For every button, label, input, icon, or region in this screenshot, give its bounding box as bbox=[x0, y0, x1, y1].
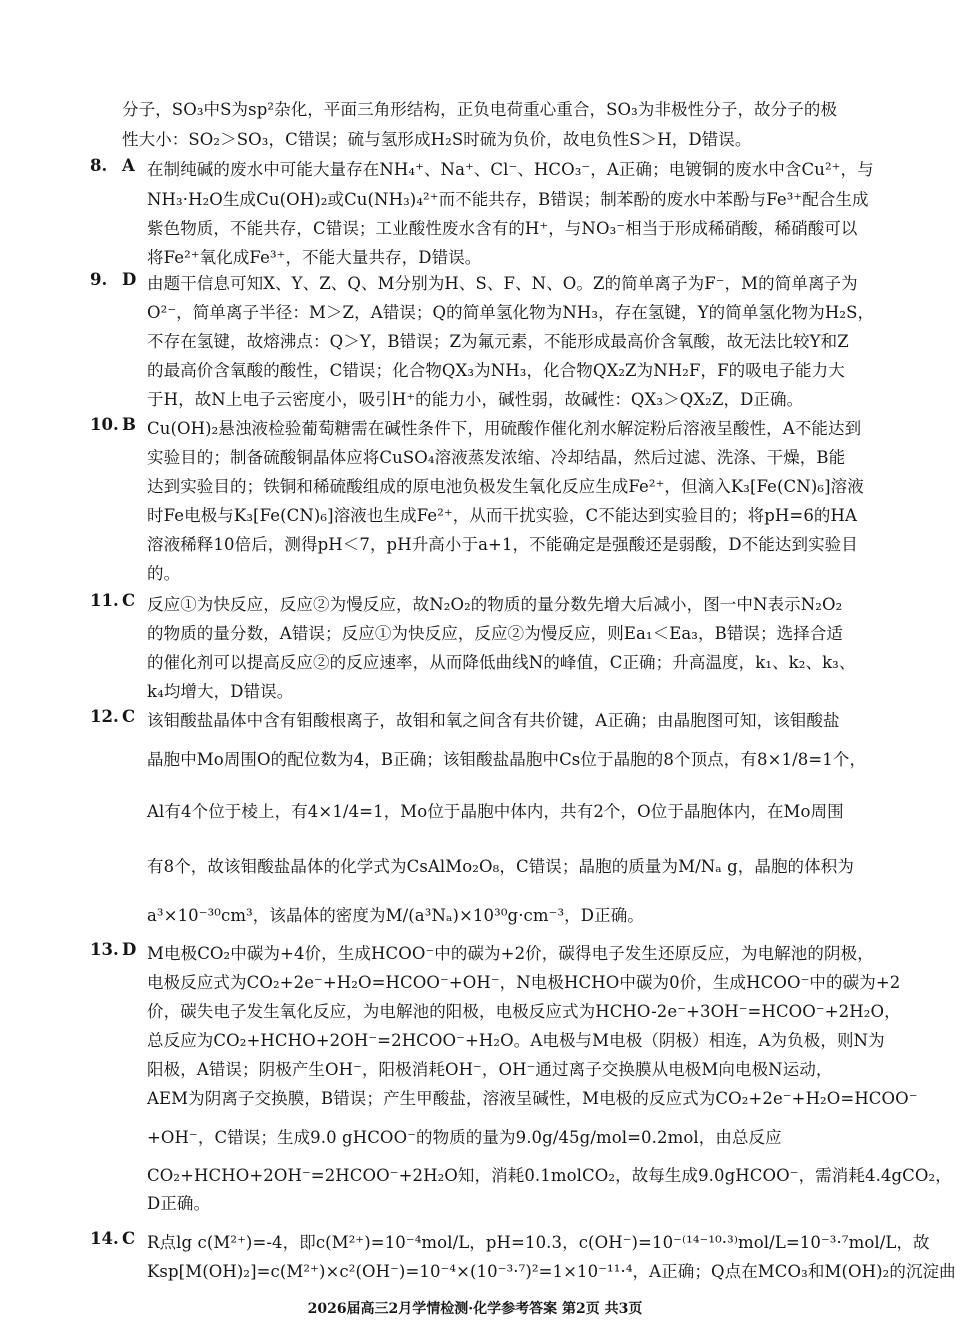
item-line: 实验目的；制备硫酸铜晶体应将CuSO₄溶液蒸发浓缩、冷却结晶，然后过滤、洗涤、干燥，B能 bbox=[147, 448, 846, 467]
item-line: 晶胞中Mo周围O的配位数为4，B正确；该钼酸盐晶胞中Cs位于晶胞的8个顶点，有8×1/8=1个， bbox=[147, 750, 867, 769]
item-line: 在制纯碱的废水中可能大量存在NH₄⁺、Na⁺、Cl⁻、HCO₃⁻，A正确；电镀铜的废水中含Cu²⁺，与 bbox=[147, 160, 874, 179]
item-line: 于H，故N上电子云密度小，吸引H⁺的能力小，碱性弱，故碱性：QX₃＞QX₂Z，D正确。 bbox=[147, 390, 804, 409]
item-number: 14. bbox=[90, 1229, 119, 1248]
item-answer: D bbox=[122, 940, 137, 959]
item-line: k₄均增大，D错误。 bbox=[147, 682, 294, 701]
item-line: Ksp[M(OH)₂]=c(M²⁺)×c²(OH⁻)=10⁻⁴×(10⁻³·⁷)²=1×10⁻¹¹·⁴，A正确；Q点在MCO₃和M(OH)₂的沉淀曲 bbox=[147, 1262, 956, 1281]
item-line: 的催化剂可以提高反应②的反应速率，从而降低曲线N的峰值，C正确；升高温度，k₁、k₂、k₃、 bbox=[147, 653, 856, 672]
item-line: 由题干信息可知X、Y、Z、Q、M分别为H、S、F、N、O。Z的简单离子为F⁻，M的简单离子为 bbox=[147, 274, 858, 293]
item-line: 有8个，故该钼酸盐晶体的化学式为CsAlMo₂O₈，C错误；晶胞的质量为M/Nₐ g，晶胞的体积为 bbox=[147, 857, 854, 876]
item-answer: B bbox=[122, 415, 136, 434]
item-answer: D bbox=[122, 270, 137, 289]
item-line: M电极CO₂中碳为+4价，生成HCOO⁻中的碳为+2价，碳得电子发生还原反应，为电解池的阴极， bbox=[147, 944, 874, 963]
item-number: 12. bbox=[90, 707, 119, 726]
item-line: 阳极，A错误；阴极产生OH⁻，阳极消耗OH⁻，OH⁻通过离子交换膜从电极M向电极N运动， bbox=[147, 1060, 833, 1079]
item-line: 紫色物质，不能共存，C错误；工业酸性废水含有的H⁺，与NO₃⁻相当于形成稀硝酸，稀硝酸可以 bbox=[147, 219, 858, 238]
item-line: 总反应为CO₂+HCHO+2OH⁻=2HCOO⁻+H₂O。A电极与M电极（阴极）相连，A为负极，则N为 bbox=[147, 1031, 885, 1050]
item-line: NH₃·H₂O生成Cu(OH)₂或Cu(NH₃)₄²⁺而不能共存，B错误；制苯酚的废水中苯酚与Fe³⁺配合生成 bbox=[147, 190, 869, 209]
item-line: CO₂+HCHO+2OH⁻=2HCOO⁻+2H₂O知，消耗0.1molCO₂，故每生成9.0gHCOO⁻，需消耗4.4gCO₂， bbox=[147, 1166, 952, 1185]
item-line: 价，碳失电子发生氧化反应，为电解池的阳极，电极反应式为HCHO-2e⁻+3OH⁻=HCOO⁻+2H₂O， bbox=[147, 1002, 901, 1021]
item-answer: C bbox=[122, 707, 136, 726]
item-line: 时Fe电极与K₃[Fe(CN)₆]溶液也生成Fe²⁺，从而干扰实验，C不能达到实验目的；将pH=6的HA bbox=[147, 506, 858, 525]
item-number: 11. bbox=[90, 591, 119, 610]
item-line: Cu(OH)₂悬浊液检验葡萄糖需在碱性条件下，用硫酸作催化剂水解淀粉后溶液呈酸性，A不能达到 bbox=[147, 419, 862, 438]
item-line: 该钼酸盐晶体中含有钼酸根离子，故钼和氧之间含有共价键，A正确；由晶胞图可知，该钼酸盐 bbox=[147, 711, 840, 730]
item-number: 13. bbox=[90, 940, 119, 959]
item-line: D正确。 bbox=[147, 1194, 211, 1213]
item-line: AEM为阴离子交换膜，B错误；产生甲酸盐，溶液呈碱性，M电极的反应式为CO₂+2e⁻+H₂O=HCOO⁻ bbox=[147, 1089, 918, 1108]
item-line: O²⁻，简单离子半径：M＞Z，A错误；Q的简单氢化物为NH₃，存在氢键，Y的简单氢化物为H₂S， bbox=[147, 303, 875, 322]
item-line: 电极反应式为CO₂+2e⁻+H₂O=HCOO⁻+OH⁻，N电极HCHO中碳为0价，生成HCOO⁻中的碳为+2 bbox=[147, 973, 901, 992]
item-line: Al有4个位于棱上，有4×1/4=1，Mo位于晶胞中体内，共有2个，O位于晶胞体内，在Mo周围 bbox=[147, 802, 844, 821]
item-line: 不存在氢键，故熔沸点：Q＞Y，B错误；Z为氟元素，不能形成最高价含氧酸，故无法比较Y和Z bbox=[147, 332, 849, 351]
item-line: 将Fe²⁺氧化成Fe³⁺，不能大量共存，D错误。 bbox=[147, 248, 482, 267]
item-answer: C bbox=[122, 1229, 136, 1248]
item-number: 8. bbox=[90, 156, 108, 175]
item-number: 9. bbox=[90, 270, 108, 289]
item-line: a³×10⁻³⁰cm³，该晶体的密度为M/(a³Nₐ)×10³⁰g·cm⁻³，D正确。 bbox=[147, 906, 644, 925]
intro-line-2: 性大小：SO₂＞SO₃，C错误；硫与氢形成H₂S时硫为负价，故电负性S＞H，D错误。 bbox=[122, 130, 752, 149]
item-line: 反应①为快反应，反应②为慢反应，故N₂O₂的物质的量分数先增大后减小，图一中N表示N₂O₂ bbox=[147, 595, 843, 614]
item-line: 的。 bbox=[147, 564, 181, 583]
item-line: +OH⁻，C错误；生成9.0 gHCOO⁻的物质的量为9.0g/45g/mol=0.2mol，由总反应 bbox=[147, 1128, 782, 1147]
item-line: 溶液稀释10倍后，测得pH＜7，pH升高小于a+1，不能确定是强酸还是弱酸，D不能达到实验目 bbox=[147, 535, 858, 554]
item-line: R点lg c(M²⁺)=-4，即c(M²⁺)=10⁻⁴mol/L，pH=10.3，c(OH⁻)=10⁻⁽¹⁴⁻¹⁰·³⁾mol/L=10⁻³·⁷mol/L，故 bbox=[147, 1233, 930, 1252]
item-line: 达到实验目的；铁铜和稀硫酸组成的原电池负极发生氧化反应生成Fe²⁺，但滴入K₃[Fe(CN)₆]溶液 bbox=[147, 477, 864, 496]
item-line: 的最高价含氧酸的酸性，C错误；化合物QX₃为NH₃，化合物QX₂Z为NH₂F，F的吸电子能力大 bbox=[147, 361, 845, 380]
item-line: 的物质的量分数，A错误；反应①为快反应，反应②为慢反应，则Ea₁＜Ea₃，B错误；选择合适 bbox=[147, 624, 844, 643]
item-number: 10. bbox=[90, 415, 119, 434]
item-answer: C bbox=[122, 591, 136, 610]
page-footer: 2026届高三2月学情检测·化学参考答案 第2页 共3页 bbox=[307, 1301, 643, 1317]
item-answer: A bbox=[122, 156, 135, 175]
intro-line-1: 分子，SO₃中S为sp²杂化，平面三角形结构，正负电荷重心重合，SO₃为非极性分子，故分子的极 bbox=[122, 100, 838, 119]
